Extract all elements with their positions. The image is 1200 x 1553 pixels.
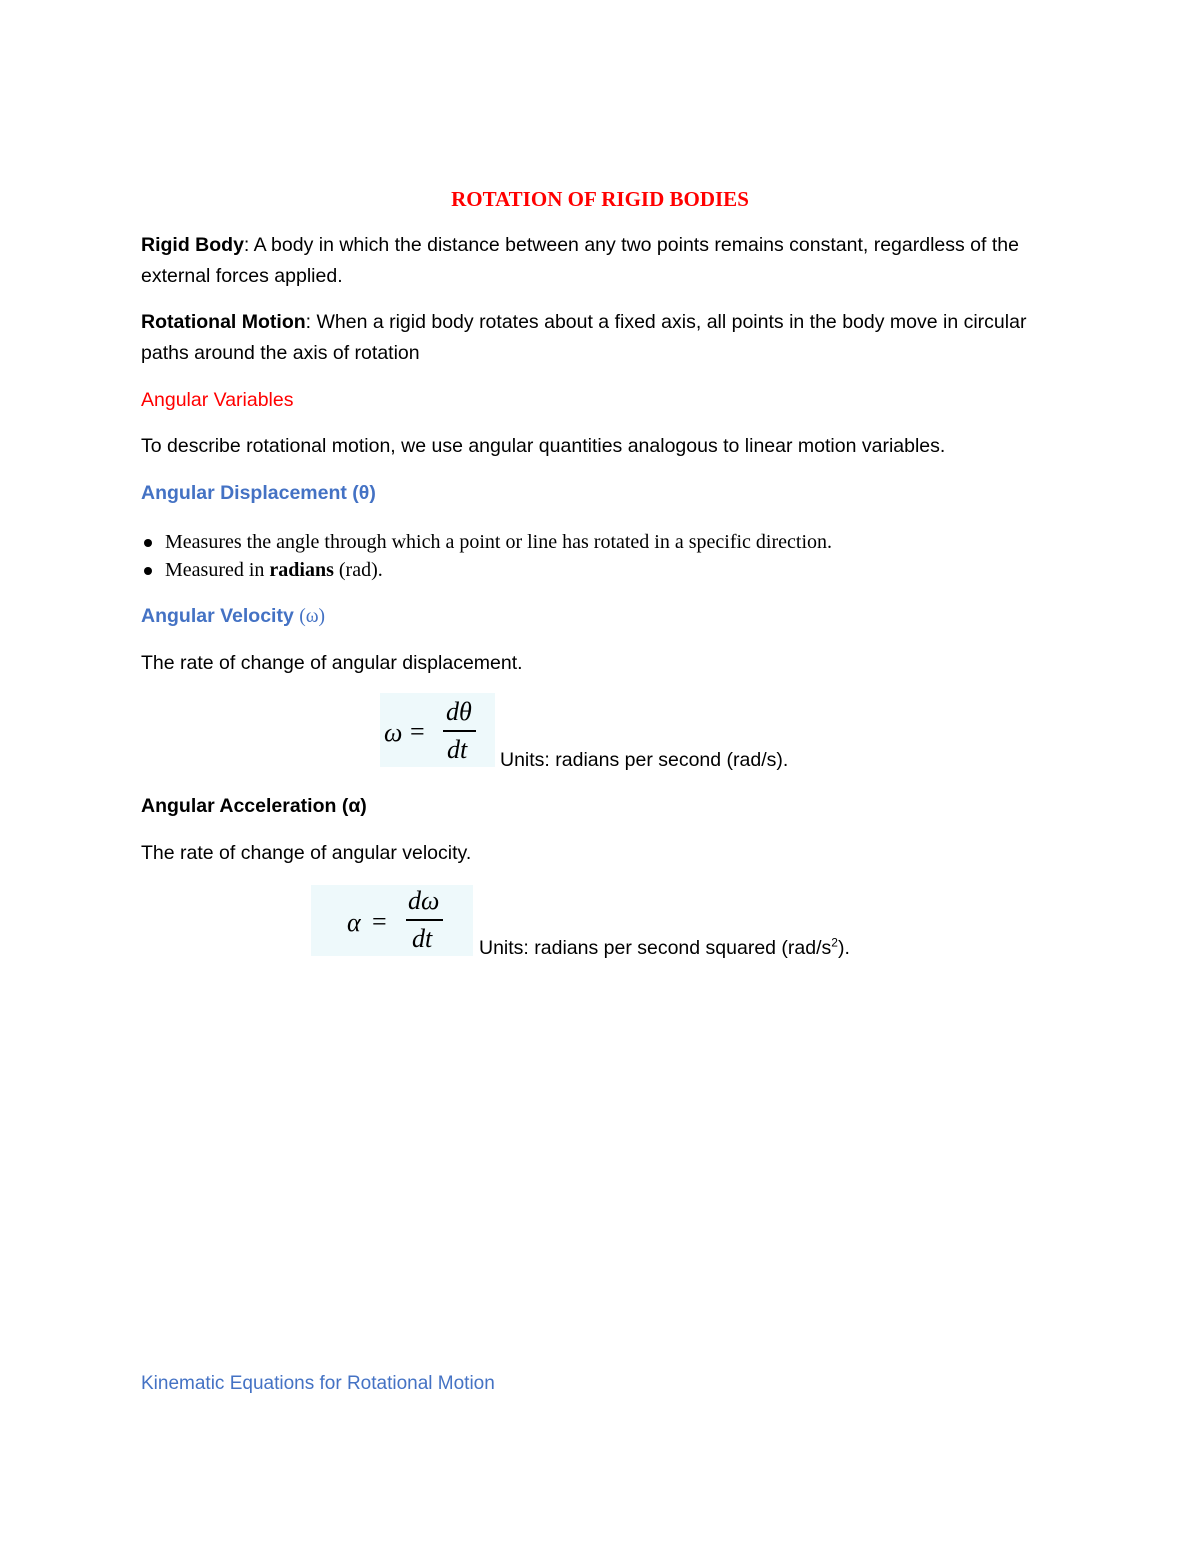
formula-numerator: dθ <box>446 697 472 726</box>
kinematic-equations-heading: Kinematic Equations for Rotational Motion <box>141 1373 495 1394</box>
list-item <box>141 556 832 584</box>
units-superscript: 2 <box>831 935 838 950</box>
rotational-motion-term: Rotational Motion <box>141 311 306 333</box>
fraction-bar <box>443 730 476 732</box>
rotational-motion-definition <box>141 307 1056 369</box>
bullet-icon <box>144 567 152 575</box>
bullet-text-after: (rad). <box>333 559 383 581</box>
angular-variables-intro: To describe rotational motion, we use angular quantities analogous to linear motion variables. <box>141 435 946 457</box>
angular-velocity-units: Units: radians per second (rad/s). <box>500 749 789 771</box>
angular-acceleration-formula <box>311 885 473 956</box>
bullet-icon <box>144 539 152 547</box>
angular-acceleration-heading: Angular Acceleration (α) <box>141 795 367 817</box>
angular-velocity-description: The rate of change of angular displacement. <box>141 652 523 674</box>
units-text: Units: radians per second squared (rad/s <box>479 937 832 959</box>
rigid-body-text: : A body in which the distance between any two points remains constant, regardless of the external forces applied. <box>141 234 1019 287</box>
angular-displacement-bullets <box>141 528 832 584</box>
fraction-bar <box>406 919 443 921</box>
angular-velocity-heading-symbol: (ω) <box>299 606 326 627</box>
formula-lhs: α <box>347 908 361 937</box>
rotational-motion-text: : When a rigid body rotates about a fixed axis, all points in the body move in circular paths around the axis of rotation <box>141 311 1027 364</box>
angular-variables-heading: Angular Variables <box>141 389 294 411</box>
angular-velocity-formula <box>380 693 495 767</box>
angular-velocity-heading-text: Angular Velocity <box>141 605 300 627</box>
list-item <box>141 528 832 556</box>
formula-denominator: dt <box>447 735 468 764</box>
angular-acceleration-units <box>479 933 850 964</box>
formula-equals: = <box>372 907 387 936</box>
formula-numerator: dω <box>408 886 440 915</box>
angular-acceleration-description: The rate of change of angular velocity. <box>141 842 472 864</box>
rigid-body-term: Rigid Body <box>141 234 244 256</box>
bullet-text: Measures the angle through which a point or line has rotated in a specific direction. <box>165 531 833 553</box>
page-title: ROTATION OF RIGID BODIES <box>451 187 749 211</box>
angular-displacement-heading: Angular Displacement (θ) <box>141 482 376 504</box>
angular-velocity-heading <box>141 601 325 632</box>
units-text-end: ). <box>837 937 850 959</box>
bullet-text-before: Measured in <box>165 559 270 581</box>
rigid-body-definition <box>141 230 1056 292</box>
formula-denominator: dt <box>412 924 433 953</box>
formula-lhs: ω <box>384 718 403 747</box>
bullet-text-bold: radians <box>269 559 334 581</box>
formula-equals: = <box>410 717 425 746</box>
